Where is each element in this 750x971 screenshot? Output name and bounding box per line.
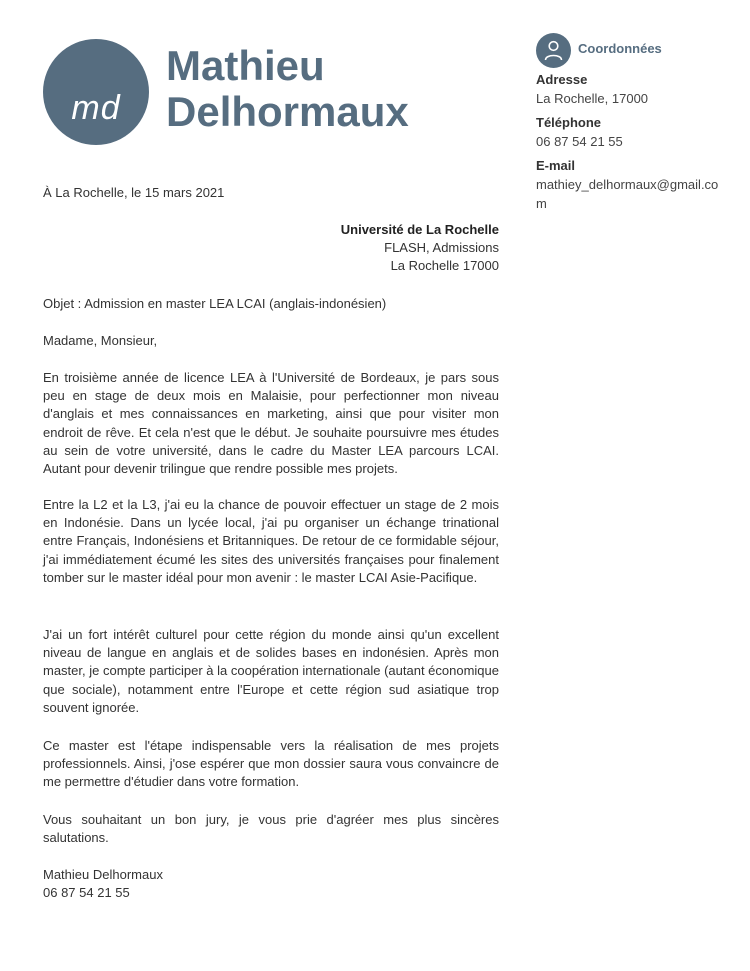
address-value: La Rochelle, 17000 bbox=[536, 91, 649, 106]
signature-phone: 06 87 54 21 55 bbox=[43, 885, 130, 901]
signature-block bbox=[43, 866, 499, 902]
paragraph-3: J'ai un fort intérêt culturel pour cette région du monde ainsi qu'un excellent niveau de langue en anglais et de solides bases en indonésien. Après mon master, je compte participer à la coopération internationale (autant économique que sociale), notamment entre l'Europe et cette région sud asiatique trop souvent ignorée. bbox=[43, 627, 499, 715]
letter-greeting: Madame, Monsieur, bbox=[43, 333, 158, 348]
contact-header bbox=[536, 33, 736, 69]
last-name: Delhormaux bbox=[166, 88, 409, 135]
signature-name: Mathieu Delhormaux bbox=[43, 867, 163, 882]
email-value: mathiey_delhormaux@gmail.com bbox=[536, 177, 719, 211]
recipient-line-3: La Rochelle 17000 bbox=[390, 258, 499, 274]
recipient-block bbox=[43, 221, 499, 276]
email-label: E-mail bbox=[536, 158, 576, 173]
paragraph-4: Ce master est l'étape indispensable vers la réalisation de mes projets professionnels. Ainsi, j'ose espérer que mon dossier saura vous convaincre de me permettre d'étudier dans votre formation. bbox=[43, 738, 499, 790]
paragraph-1: En troisième année de licence LEA à l'Université de Bordeaux, je pars sous peu en stage de deux mois en Malaisie, pour perfectionner mon niveau d'anglais et mes connaissances en marketing, ainsi que pour visiter mon endroit de rêve. Et cela n'est que le début. Je souhaite poursuivre mes études au sein de votre université, dans le cadre du Master LEA parcours LCAI. Autant pour devenir trilingue que rendre possible mes projets. bbox=[43, 370, 499, 477]
contact-title: Coordonnées bbox=[578, 41, 662, 56]
letter-subject: Objet : Admission en master LEA LCAI (anglais-indonésien) bbox=[43, 296, 387, 311]
candidate-name bbox=[166, 43, 409, 135]
contact-sidebar bbox=[536, 33, 736, 213]
address-label: Adresse bbox=[536, 72, 588, 87]
first-name: Mathieu bbox=[166, 42, 325, 89]
recipient-line-2: FLASH, Admissions bbox=[384, 240, 499, 256]
letter-date: À La Rochelle, le 15 mars 2021 bbox=[43, 185, 225, 200]
recipient-name: Université de La Rochelle bbox=[340, 222, 499, 237]
phone-label: Téléphone bbox=[536, 115, 602, 130]
paragraph-5: Vous souhaitant un bon jury, je vous prie d'agréer mes plus sincères salutations. bbox=[43, 812, 499, 846]
paragraph-2: Entre la L2 et la L3, j'ai eu la chance de pouvoir effectuer un stage de 2 mois en Indonésie. Dans un lycée local, j'ai pu organiser un échange trinational entre Français, Indonésiens et Britanniques. De retour de ce formidable séjour, j'ai immédiatement écumé les sites des universités françaises pour finalement tomber sur le master idéal pour mon avenir : le master LCAI Asie-Pacifique. bbox=[43, 497, 499, 585]
monogram-initials: md bbox=[71, 89, 121, 127]
monogram-avatar bbox=[43, 39, 149, 145]
phone-value: 06 87 54 21 55 bbox=[536, 134, 623, 149]
person-icon bbox=[536, 33, 571, 68]
